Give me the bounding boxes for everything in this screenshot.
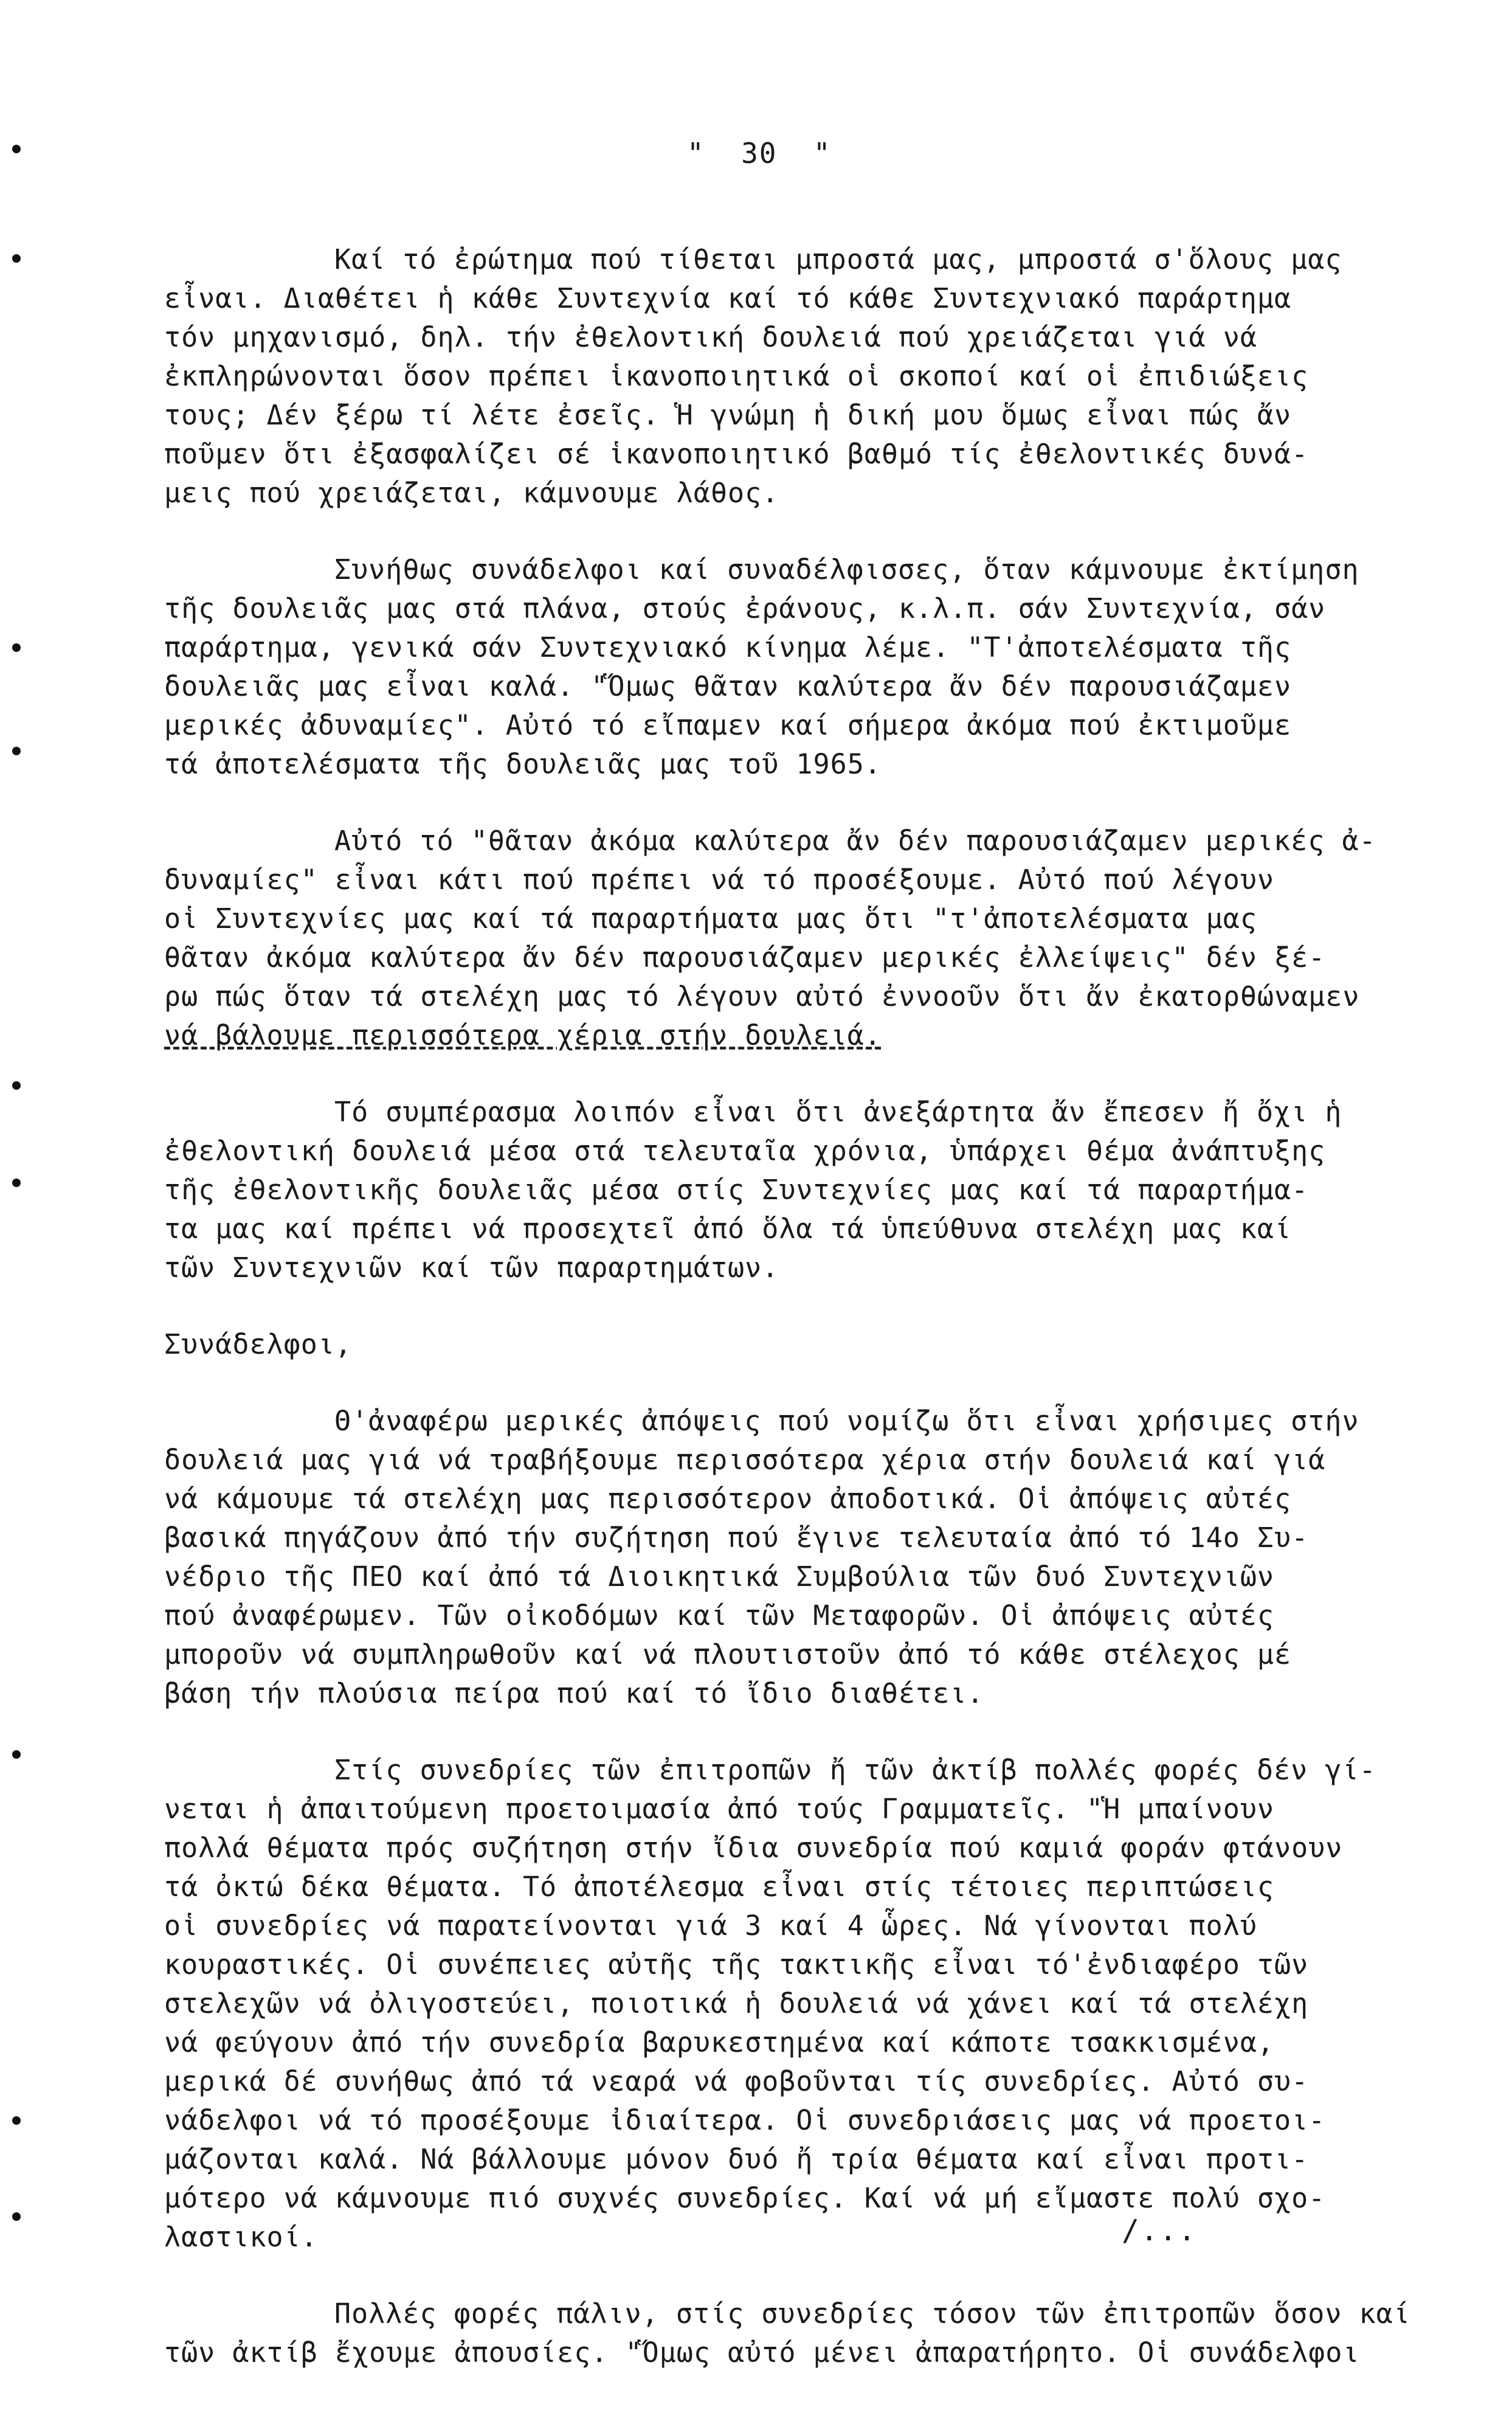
- text-line: βασικά πηγάζουν ἀπό τήν συζήτηση πού ἔγινε τελευταία ἀπό τό 14ο Συ-: [164, 1522, 1309, 1554]
- text-line: πολλά θέματα πρός συζήτηση στήν ἴδια συνεδρία πού καμιά φοράν φτάνουν: [164, 1832, 1343, 1864]
- text-line: μερικά δέ συνήθως ἀπό τά νεαρά νά φοβοῦνται τίς συνεδρίες. Αὐτό συ-: [164, 2065, 1309, 2097]
- text-line: τα μας καί πρέπει νά προσεχτεῖ ἀπό ὅλα τά ὑπεύθυνα στελέχη μας καί: [164, 1213, 1292, 1245]
- text-line: τόν μηχανισμό, δηλ. τήν ἐθελοντική δουλειά πού χρειάζεται γιά νά: [164, 321, 1257, 353]
- paragraph: [164, 1325, 1477, 1364]
- punch-hole-mark: [12, 254, 21, 263]
- text-line: Αὐτό τό "θᾶταν ἀκόμα καλύτερα ἄν δέν παρουσιάζαμεν μερικές ἀ-: [334, 825, 1376, 857]
- text-line: ἐκπληρώνονται ὅσον πρέπει ἱκανοποιητικά οἱ σκοποί καί οἱ ἐπιδιώξεις: [164, 360, 1309, 392]
- text-line: λαστικοί.: [164, 2221, 318, 2253]
- text-line: τους; Δέν ξέρω τί λέτε ἐσεῖς. Ἡ γνώμη ἡ δική μου ὅμως εἶναι πώς ἄν: [164, 399, 1292, 431]
- text-line: πού ἀναφέρωμεν. Τῶν οἰκοδόμων καί τῶν Μεταφορῶν. Οἱ ἀπόψεις αὐτές: [164, 1599, 1274, 1632]
- text-line: νά φεύγουν ἀπό τήν συνεδρία βαρυκεστημένα καί κάποτε τσακκισμένα,: [164, 2026, 1274, 2059]
- text-line: ἐθελοντική δουλειά μέσα στά τελευταῖα χρόνια, ὑπάρχει θέμα ἀνάπτυξης: [164, 1135, 1326, 1167]
- text-line: νά κάμουμε τά στελέχη μας περισσότερον ἀποδοτικά. Οἱ ἀπόψεις αὐτές: [164, 1483, 1292, 1515]
- text-line: μάζονται καλά. Νά βάλλουμε μόνον δυό ἤ τρία θέματα καί εἶναι προτι-: [164, 2143, 1309, 2175]
- text-line: μποροῦν νά συμπληρωθοῦν καί νά πλουτιστοῦν ἀπό τό κάθε στέλεχος μέ: [164, 1638, 1292, 1671]
- paragraph: [164, 1093, 1477, 1287]
- text-line: Συνάδελφοι,: [164, 1328, 353, 1360]
- text-line: τῶν ἀκτίβ ἔχουμε ἀπουσίες. "Ὅμως αὐτό μένει ἀπαρατήρητο. Οἱ συνάδελφοι: [164, 2336, 1360, 2369]
- text-line: Θ'ἀναφέρω μερικές ἀπόψεις πού νομίζω ὅτι εἶναι χρήσιμες στήν: [334, 1405, 1359, 1437]
- text-line: Συνήθως συνάδελφοι καί συναδέλφισσες, ὅταν κάμνουμε ἐκτίμηση: [334, 553, 1359, 586]
- text-line: παράρτημα, γενικά σάν Συντεχνιακό κίνημα λέμε. "Τ'ἀποτελέσματα τῆς: [164, 631, 1292, 663]
- text-line: οἱ συνεδρίες νά παρατείνονται γιά 3 καί 4 ὧρες. Νά γίνονται πολύ: [164, 1910, 1257, 1942]
- text-line: τῆς δουλειᾶς μας στά πλάνα, στούς ἐράνους, κ.λ.π. σάν Συντεχνία, σάν: [164, 592, 1326, 625]
- text-line: δυναμίες" εἶναι κάτι πού πρέπει νά τό προσέξουμε. Αὐτό πού λέγουν: [164, 864, 1274, 896]
- punch-hole-mark: [12, 2116, 21, 2125]
- punch-hole-mark: [12, 1179, 21, 1187]
- text-line: Στίς συνεδρίες τῶν ἐπιτροπῶν ἤ τῶν ἀκτίβ πολλές φορές δέν γί-: [334, 1754, 1376, 1786]
- paragraph: [164, 2294, 1477, 2372]
- text-line: Πολλές φορές πάλιν, στίς συνεδρίες τόσον τῶν ἐπιτροπῶν ὅσον καί: [334, 2297, 1410, 2330]
- text-line: τῆς ἐθελοντικῆς δουλειᾶς μέσα στίς Συντεχνίες μας καί τά παραρτήμα-: [164, 1174, 1309, 1206]
- body-text: [164, 240, 1477, 2410]
- text-line: οἱ Συντεχνίες μας καί τά παραρτήματα μας ὅτι "τ'ἀποτελέσματα μας: [164, 902, 1257, 935]
- text-line: τά ὀκτώ δέκα θέματα. Τό ἀποτέλεσμα εἶναι στίς τέτοιες περιπτώσεις: [164, 1871, 1274, 1903]
- paragraph: [164, 1751, 1477, 2257]
- punch-hole-mark: [12, 1081, 21, 1090]
- text-line: ποῦμεν ὅτι ἐξασφαλίζει σέ ἱκανοποιητικό βαθμό τίς ἐθελοντικές δυνά-: [164, 438, 1309, 470]
- text-line: δουλειά μας γιά νά τραβήξουμε περισσότερα χέρια στήν δουλειά καί γιά: [164, 1444, 1326, 1476]
- text-line: μότερο νά κάμνουμε πιό συχνές συνεδρίες. Καί νά μή εἴμαστε πολύ σχο-: [164, 2182, 1326, 2214]
- text-line: νεται ἡ ἀπαιτούμενη προετοιμασία ἀπό τούς Γραμματεῖς. "Ἡ μπαίνουν: [164, 1793, 1274, 1825]
- punch-hole-mark: [12, 145, 21, 153]
- text-line: ρω πώς ὅταν τά στελέχη μας τό λέγουν αὐτό ἐννοοῦν ὅτι ἄν ἐκατορθώναμεν: [164, 980, 1360, 1013]
- text-line: εἶναι. Διαθέτει ἡ κάθε Συντεχνία καί τό κάθε Συντεχνιακό παράρτημα: [164, 282, 1292, 314]
- paragraph: [164, 822, 1477, 1055]
- punch-hole-mark: [12, 643, 21, 652]
- punch-hole-mark: [12, 2212, 21, 2221]
- text-line: κουραστικές. Οἱ συνέπειες αὐτῆς τῆς τακτικῆς εἶναι τό'ἐνδιαφέρο τῶν: [164, 1948, 1309, 1981]
- text-line: τῶν Συντεχνιῶν καί τῶν παραρτημάτων.: [164, 1252, 779, 1284]
- punch-hole-mark: [12, 747, 21, 755]
- paragraph: [164, 1402, 1477, 1713]
- text-line: τά ἀποτελέσματα τῆς δουλειᾶς μας τοῦ 1965.: [164, 748, 882, 780]
- text-line: μεις πού χρειάζεται, κάμνουμε λάθος.: [164, 477, 779, 509]
- text-line: Καί τό ἐρώτημα πού τίθεται μπροστά μας, μπροστά σ'ὅλους μας: [334, 243, 1342, 275]
- text-line: θᾶταν ἀκόμα καλύτερα ἄν δέν παρουσιάζαμεν μερικές ἐλλείψεις" δέν ξέ-: [164, 941, 1326, 974]
- continuation-mark: /...: [1122, 2214, 1197, 2248]
- text-line: βάση τήν πλούσια πείρα πού καί τό ἴδιο διαθέτει.: [164, 1677, 984, 1709]
- text-line: Τό συμπέρασμα λοιπόν εἶναι ὅτι ἀνεξάρτητα ἄν ἔπεσεν ἤ ὄχι ἡ: [334, 1096, 1342, 1128]
- text-line: μερικές ἀδυναμίες". Αὐτό τό εἴπαμεν καί σήμερα ἀκόμα πού ἐκτιμοῦμε: [164, 709, 1292, 741]
- paragraph: [164, 550, 1477, 784]
- text-line: νά βάλουμε περισσότερα χέρια στήν δουλειά.: [164, 1019, 882, 1051]
- page-number: " 30 ": [687, 137, 832, 170]
- text-line: δουλειᾶς μας εἶναι καλά. "Ὅμως θᾶταν καλύτερα ἄν δέν παρουσιάζαμεν: [164, 670, 1292, 702]
- text-line: νάδελφοι νά τό προσέξουμε ἰδιαίτερα. Οἱ συνεδριάσεις μας νά προετοι-: [164, 2104, 1326, 2136]
- paragraph: [164, 240, 1477, 513]
- text-line: στελεχῶν νά ὀλιγοστεύει, ποιοτικά ἡ δουλειά νά χάνει καί τά στελέχη: [164, 1987, 1309, 2020]
- punch-hole-mark: [12, 1750, 21, 1759]
- text-line: νέδριο τῆς ΠΕΟ καί ἀπό τά Διοικητικά Συμβούλια τῶν δυό Συντεχνιῶν: [164, 1560, 1274, 1593]
